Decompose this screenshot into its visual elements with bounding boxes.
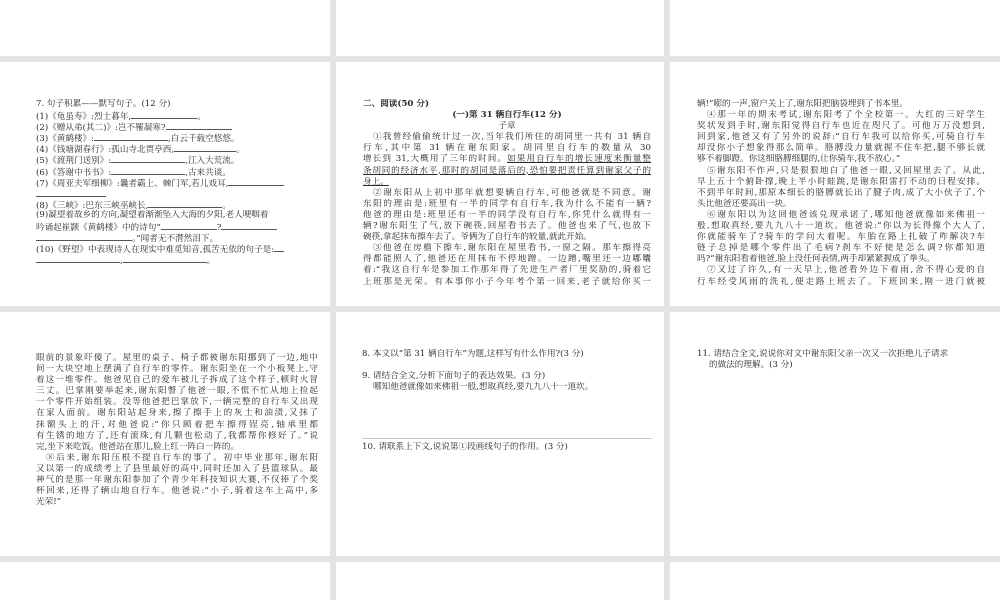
page-body: [36, 353, 318, 508]
passage-line: 辆?谢东阳生了气,放下碗筷,回屋看书去了。他爸也来了气,也放下: [363, 221, 651, 232]
passage-line: 上班那是光荣。有本事你小子今年考个第一回来,老子就给你买一: [363, 276, 651, 287]
passage-line: 东阳的理由是:班里有一半的同学有自行车,我为什么不能有一辆?: [363, 198, 651, 209]
question-8: 8. 本文以“第 31 辆自行车”为题,这样写有什么作用?(3 分): [362, 349, 584, 359]
passage-line: 你就能骑车了?骑车的学问大着呢。车胎在路上扎破了咋解决?车: [697, 232, 985, 243]
fill-item-9-line-2: [36, 221, 318, 232]
fill-item-text: (4)《钱塘湖春行》:孤山寺北贾亭西,: [36, 145, 175, 155]
passage-line: 般,想取真经,要九九八十一道坎。他爸说:“你以为长得像个大人了,: [697, 221, 985, 232]
page-body-lower: [362, 442, 652, 453]
passage-line: 着这一堆零件。他爸见自己的爱车被儿子拆成了这个样子,顿时火冒: [36, 375, 318, 386]
passage-line: 在家人面前。谢东阳站起身来,擦了擦手上的灰土和油渍,又抹了: [36, 408, 318, 419]
page-thumbnail-bottom-left[interactable]: [0, 562, 330, 600]
fill-item-text: (8)《三峡》:巴东三峡巫峡长,: [36, 200, 149, 210]
passage-line: 却没你小子想象得那么简单。胳膊没力量就握不住车把,腿不够长就: [697, 143, 985, 154]
fill-item-8: [36, 199, 318, 210]
underlined-sentence: 条胡同的经济水平,那时的胡同是落后的,恐怕要把责任算到谢家父子的: [363, 165, 651, 176]
fill-item-9: (9)凝望着故乡的方向,凝望着渐渐坠入大海的夕阳,老人哽咽着: [36, 209, 269, 220]
page-thumbnail-reading-2[interactable]: [670, 62, 1000, 306]
fill-item-text: (1)《龟虽寿》:烈士暮年,: [36, 112, 132, 122]
passage-line: 光荣!”: [36, 497, 62, 508]
passage-line: 回到家,他爸又有了另外的说辞:“自行车我可以给你买,可骑自行车: [697, 132, 985, 143]
fill-item-text: ?: [216, 223, 222, 233]
passage-line: 头比他爸还要高出一块。: [697, 198, 792, 209]
fill-item-7-continued: [36, 188, 318, 199]
page-thumbnail-top-left[interactable]: [0, 0, 330, 56]
passage-line: 他爸的理由是:班里还有一半的同学没有自行车,你凭什么就得有一: [363, 209, 651, 220]
answer-blank: [111, 166, 185, 175]
fill-item-text: 吟诵起崔颢《黄鹤楼》中的诗句“: [36, 223, 161, 233]
fill-item-text: (5)《渡荆门送别》:: [36, 156, 112, 166]
answer-blank: [36, 254, 120, 263]
page-body: [363, 99, 651, 288]
fill-item-text: (7)《周亚夫军细柳》:曩者霸上、棘门军,若儿戏耳,: [36, 178, 229, 188]
passage-line: ④那一年的期末考试,谢东阳考了个全校第一。大红的三好学生: [707, 110, 985, 121]
page-body: [697, 99, 985, 288]
passage-line: 早上五十个俯卧撑,晚上半小时蛙跳,是谢东阳雷打不动的日程安排。: [697, 176, 985, 187]
fill-item-text: (6)《答谢中书书》:: [36, 167, 112, 177]
fill-item-6: [36, 166, 318, 177]
passage-line: 间一大块空地上摆满了自行车的零件。谢东阳坐在一个小板凳上,守: [36, 364, 318, 375]
answer-blank: [111, 154, 185, 163]
fill-item-text: 。: [206, 256, 216, 266]
passage-line: 碗筷,拿起抹布擦车去了。爷俩为了自行车的较量,就此开始。: [363, 232, 592, 243]
page-thumbnail-questions-8-10[interactable]: [336, 312, 664, 556]
answer-blank: [228, 177, 284, 186]
fill-item-text: ,白云千载空悠悠。: [168, 134, 240, 144]
underlined-sentence: 身上。: [363, 176, 389, 187]
fill-item-5: [36, 154, 318, 165]
passage-line: [363, 154, 651, 165]
fill-item-text: 。: [197, 112, 206, 122]
passage-text: 增长到 31,大概用了三年的时间。: [363, 154, 508, 165]
fill-item-10-line-2: [36, 254, 318, 265]
fill-item-text: (10)《野望》中表现诗人在现实中难觅知音,孤苦无依的句子是:: [36, 245, 275, 255]
answer-blank: [94, 132, 168, 141]
page-body: [697, 349, 989, 371]
passage-line: 行车经受风雨的洗礼,便走路上班去了。下班回来,刚一进门就被: [697, 276, 985, 287]
underlined-sentence: 如果用自行车的增长速度来衡量整: [507, 154, 651, 165]
page-thumbnail-reading-1[interactable]: [336, 62, 664, 306]
passage-line: 又以第一的成绩考上了县里最好的高中,同时还加入了县篮球队。最: [36, 463, 318, 474]
passage-line: [363, 177, 651, 188]
fill-item-text: ,江入大荒流。: [185, 156, 240, 166]
answer-blank: [174, 143, 236, 152]
fill-item-text: 。: [236, 145, 245, 155]
passage-line: ①我曾经偷偷统计过一次,当年我们所住的胡同里一共有 31 辆自: [373, 132, 651, 143]
question-9: 9. 请结合全文,分析下面句子的表达效果。(3 分): [362, 371, 546, 382]
question-10: 10. 请联系上下文,说说第①段画线句子的作用。(3 分): [362, 442, 568, 452]
passage-line: ⑦又过了许久,有一天早上,他爸看外边下着雨,舍不得心爱的自: [707, 265, 985, 276]
passage-line: 辆!”嘭的一声,窗户关上了,谢东阳把脑袋埋到了书本里。: [697, 99, 908, 109]
page-thumbnail-bottom-middle[interactable]: [336, 562, 664, 600]
passage-line: 够不着脚蹬。你这细胳膊细腿的,让你骑车,我不放心。”: [697, 154, 901, 165]
answer-blank: [36, 188, 106, 197]
fill-item-4: [36, 143, 318, 154]
passage-line: ②谢东阳从上初中那年就想要辆自行车,可他爸就是不同意。谢: [373, 187, 651, 198]
page-thumbnail-top-middle[interactable]: [336, 0, 664, 56]
question-11-continued: 的做法的理解。(3 分): [709, 360, 793, 371]
passage-line: 吗?”谢东阳看着他爸,脸上没任何表情,两手却紧紧握成了拳头。: [697, 254, 935, 265]
fill-item-text: ,古来共谈。: [185, 167, 231, 177]
answer-blank: [221, 221, 277, 230]
page-thumbnail-bottom-right[interactable]: [670, 562, 1000, 600]
passage-line: 杯回来,还得了辆山地自行车。他爸说:“小子,骑着这车上高中,多: [36, 486, 318, 497]
fill-item-9-line-3: [36, 232, 318, 243]
passage-author: 子章: [498, 121, 516, 132]
passage-line: 行车,其中第 31 辆在谢东阳家。胡同里自行车的数量从 30: [363, 143, 651, 154]
section-heading: 二、阅读(50 分): [363, 99, 430, 109]
question-heading: 7. 句子积累——默写句子。(12 分): [36, 99, 171, 109]
answer-space: [362, 360, 652, 371]
page-thumbnail-reading-3[interactable]: [0, 312, 330, 556]
fill-item-2: [36, 121, 318, 132]
passage-line: 三丈。巴掌刚要举起来,谢东阳瞥了他爸一眼,不慌不忙从地上捡起: [36, 386, 318, 397]
answer-blank: [148, 199, 222, 208]
answer-divider: [362, 438, 652, 439]
answer-blank: [123, 254, 207, 263]
passage-line: 有生锈的地方了,还有滚珠,有几颗也松动了,我都帮你修好了。”说: [36, 430, 318, 441]
passage-line: [363, 166, 651, 177]
page-thumbnail-top-right[interactable]: [670, 0, 1000, 56]
page-thumbnail-question-11[interactable]: [670, 312, 1000, 556]
question-9-quote: 哪知他爸就像如来佛祖一般,想取真经,要九九八十一道坎。: [373, 382, 594, 393]
fill-item-text: 。”闻者无不潸然泪下。: [132, 234, 219, 244]
fill-item-3: [36, 132, 318, 143]
passage-line: ⑥谢东阳以为这回他爸该兑现承诺了,哪知他爸就像如来佛祖一: [707, 209, 985, 220]
answer-blank: [161, 221, 217, 230]
passage-title: (一)第 31 辆自行车(12 分): [452, 110, 562, 121]
answer-blank: [131, 110, 197, 119]
passage-line: 抹额头上的汗,对他爸说:“你只顾着把车擦得锃亮,轴承里都: [36, 419, 318, 430]
passage-line: 着:“我这自行车是参加工作那年得了先进生产者厂里奖励的,骑着它: [363, 265, 651, 276]
page-thumbnail-question-7[interactable]: [0, 62, 330, 306]
passage-line: 神气的是那一年谢东阳参加了个青少年科技知识大赛,不仅捧了个奖: [36, 475, 318, 486]
passage-line: 不到半年时间,那原本细长的胳膊就长出了腱子肉,成了大小伙子了,个: [697, 187, 985, 198]
passage-line: 奖状发到手时,谢东阳觉得自行车也近在咫尺了。可他万万没想到,: [697, 121, 985, 132]
fill-item-text: (2)《赠从弟(其二)》:岂不罹凝寒?: [36, 123, 166, 133]
fill-item-text: 。: [222, 200, 231, 210]
fill-item-10: [36, 243, 318, 254]
passage-line: 得都能照人了,他爸还在用抹布不停地蹭。一边蹭,嘴里还一边嘟囔: [363, 254, 651, 265]
answer-blank: [166, 121, 232, 130]
passage-line: ③他爸在房檐下擦车,谢东阳在屋里看书,一窗之隔。那车擦得亮: [373, 243, 651, 254]
passage-line: 链子总掉是哪个零件出了毛病?刹车不好使是怎么调?你都知道: [697, 243, 985, 254]
question-11: 11. 请结合全文,说说你对文中谢东阳父亲一次又一次拒绝儿子请求: [697, 349, 949, 359]
passage-line: 一个零件开始组装。没等他爸把巴掌放下,一辆完整的自行车又出现: [36, 397, 318, 408]
passage-line: 完,坐下来吃饭。他爸站在那儿,脸上红一阵白一阵的。: [36, 441, 240, 452]
answer-blank: [274, 243, 284, 252]
fill-item-text: ,: [120, 256, 123, 266]
fill-item-text: (3)《黄鹤楼》:: [36, 134, 95, 144]
passage-line: ⑧后来,谢东阳压根不提自行车的事了。初中毕业那年,谢东阳: [46, 452, 318, 463]
fill-item-7: [36, 177, 318, 188]
passage-line: 眼前的景象吓傻了。屋里的桌子、椅子都被谢东阳挪到了一边,地中: [36, 353, 318, 363]
passage-line: ⑤谢东阳不作声,只是狠狠地白了他爸一眼,又回屋里去了。从此,: [707, 165, 985, 176]
answer-blank: [36, 232, 132, 241]
page-body: [362, 349, 652, 393]
page-body: [36, 99, 318, 265]
fill-item-1: [36, 110, 318, 121]
